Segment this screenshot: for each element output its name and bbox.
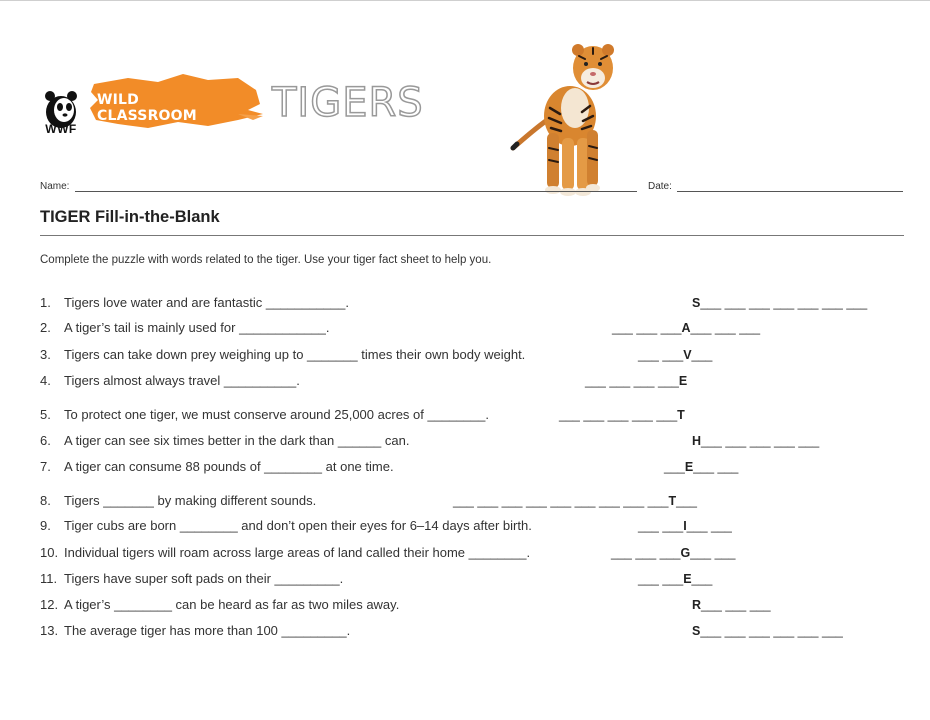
question-number: 7.	[40, 459, 51, 474]
question-number: 10.	[40, 545, 59, 560]
question-text: A tiger can see six times better in the dark than ______ can.	[64, 433, 410, 448]
answer-11[interactable]: ___ ___E___	[638, 572, 713, 586]
question-number: 1.	[40, 295, 51, 310]
question-text: A tiger’s ________ can be heard as far as two miles away.	[64, 597, 400, 612]
question-3	[40, 347, 525, 362]
page-title: TIGERS	[272, 80, 424, 126]
question-text: Tigers almost always travel __________.	[64, 373, 300, 388]
question-text: Tigers can take down prey weighing up to _______ times their own body weight.	[64, 347, 526, 362]
question-text: Tigers love water and are fantastic ___________.	[64, 295, 349, 310]
question-number: 6.	[40, 433, 51, 448]
question-number: 8.	[40, 493, 51, 508]
question-9	[40, 518, 532, 533]
question-text: Tigers have super soft pads on their _________.	[64, 571, 344, 586]
question-number: 13.	[40, 623, 59, 638]
answer-13[interactable]: S___ ___ ___ ___ ___ ___	[692, 624, 843, 638]
question-5	[40, 407, 489, 422]
answer-7[interactable]: ___E___ ___	[664, 460, 739, 474]
instructions: Complete the puzzle with words related to the tiger. Use your tiger fact sheet to help you.	[40, 254, 492, 266]
wild-classroom-label: WILD CLASSROOM	[97, 92, 197, 124]
page-top-border	[0, 0, 930, 1]
question-number: 9.	[40, 518, 51, 533]
answer-12[interactable]: R___ ___ ___	[692, 598, 771, 612]
date-input-line[interactable]	[677, 191, 903, 192]
answer-6[interactable]: H___ ___ ___ ___ ___	[692, 434, 820, 448]
question-text: A tiger’s tail is mainly used for ____________.	[64, 320, 330, 335]
question-text: To protect one tiger, we must conserve around 25,000 acres of ________.	[64, 407, 489, 422]
name-label: Name:	[40, 181, 70, 192]
question-text: Individual tigers will roam across large areas of land called their home ________.	[64, 545, 531, 560]
question-6	[40, 433, 409, 448]
question-text: A tiger can consume 88 pounds of ________ at one time.	[64, 459, 394, 474]
question-number: 4.	[40, 373, 51, 388]
answer-2[interactable]: ___ ___ ___A___ ___ ___	[612, 321, 761, 335]
answer-5[interactable]: ___ ___ ___ ___ ___T	[559, 408, 685, 422]
title-divider	[40, 235, 904, 236]
answer-9[interactable]: ___ ___I___ ___	[638, 519, 732, 533]
answer-8[interactable]: ___ ___ ___ ___ ___ ___ ___ ___ ___T___	[453, 494, 697, 508]
question-text: Tiger cubs are born ________ and don’t open their eyes for 6–14 days after birth.	[64, 518, 532, 533]
question-10	[40, 545, 530, 560]
question-4	[40, 373, 300, 388]
worksheet-title: TIGER Fill-in-the-Blank	[40, 208, 220, 226]
answer-4[interactable]: ___ ___ ___ ___E	[585, 374, 688, 388]
question-number: 3.	[40, 347, 51, 362]
answer-10[interactable]: ___ ___ ___G___ ___	[611, 546, 736, 560]
question-13	[40, 623, 350, 638]
question-2	[40, 320, 329, 335]
answer-1[interactable]: S___ ___ ___ ___ ___ ___ ___	[692, 296, 868, 310]
question-12	[40, 597, 399, 612]
wwf-wordmark: WWF	[45, 122, 77, 136]
tiger-illustration	[505, 38, 635, 198]
question-1	[40, 295, 349, 310]
answer-3[interactable]: ___ ___V___	[638, 348, 713, 362]
question-text: The average tiger has more than 100 _________.	[64, 623, 351, 638]
date-label: Date:	[648, 181, 672, 192]
question-8	[40, 493, 316, 508]
question-7	[40, 459, 394, 474]
question-text: Tigers _______ by making different sounds.	[64, 493, 317, 508]
question-number: 12.	[40, 597, 59, 612]
question-11	[40, 571, 343, 586]
question-number: 2.	[40, 320, 51, 335]
name-input-line[interactable]	[75, 191, 637, 192]
question-number: 11.	[40, 571, 58, 586]
question-number: 5.	[40, 407, 51, 422]
